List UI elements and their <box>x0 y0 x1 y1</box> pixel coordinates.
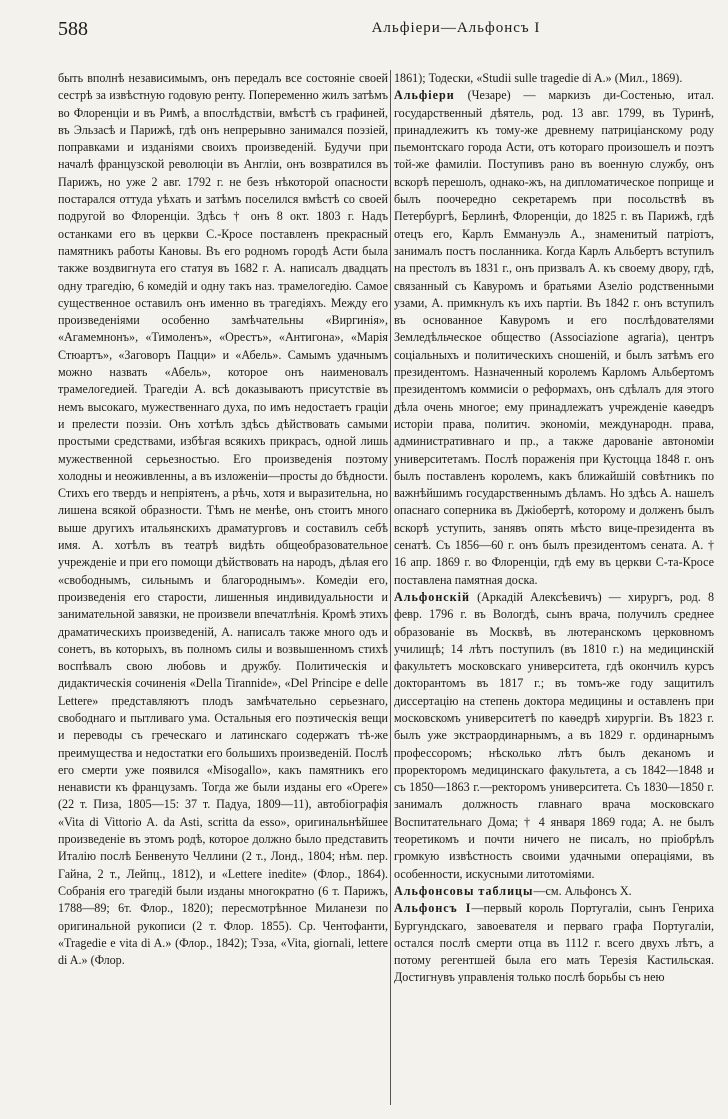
entry-body: —первый король Португаліи, сынъ Генриха Бургундскаго, завоевателя и перваго графа Португаліи, остался послѣ смерти отца въ 1112 г. всего двухъ лѣтъ, а потому регентшей была его мать Терезія Кастильская. Достигнувъ управленія только послѣ борьбы съ нею <box>394 901 714 985</box>
entry-body: (Аркадій Алексѣевичъ) — хирургъ, род. 8 февр. 1796 г. въ Вологдѣ, сынъ врача, получилъ среднее образованіе въ Москвѣ, въ лютеранскомъ церковномъ училищѣ; 14 лѣтъ поступилъ (въ 1810 г.) на медицинскій факультетъ московскаго университета, гдѣ окончилъ курсъ докторантомъ въ 1817 г.; въ томъ-же году защитилъ диссертацію на степень доктора медицины и оставленъ при московскомъ университетѣ по каѳедрѣ хирургіи. Въ 1823 г. былъ уже экстраординарнымъ, а въ 1829 г. ординарнымъ профессоромъ; нѣсколько лѣтъ былъ деканомъ и проректоромъ медицинскаго факультета, а съ 1842—1848 и съ 1850—1863 г.—ректоромъ университета. Съ 1830—1850 г. занималъ должность главнаго врача московскаго Воспитательнаго Дома; † 4 января 1869 года; А. не былъ теоретикомъ и почти ничего не писалъ, но пріобрѣлъ громкую извѣстность своими удачными операціями, въ особенности, искусными литотоміями. <box>394 589 714 881</box>
entry-alfieri-cesare <box>394 87 714 589</box>
left-column-text: быть вполнѣ независимымъ, онъ передалъ все состояніе своей сестрѣ за извѣстную годовую ренту. Попеременно жилъ затѣмъ во Флоренціи и въ Римѣ, а впослѣдствіи, вмѣстѣ съ графиней, въ Эльзасѣ и Парижѣ, гдѣ онъ непрерывно занимался поэзіей, поправками и изданіями своихъ произведеній. Будучи при началѣ французской революціи въ Англіи, онъ возвратился въ Парижъ, но уже 2 авг. 1792 г. не безъ нѣкоторой опасности постарался оттуда уѣхать и затѣмъ поселился вмѣстѣ со своей подругой во Флоренціи. Здѣсь † онъ 8 окт. 1803 г. Надъ останками его въ церкви С.-Кросе поставленъ прекрасный памятникъ работы Кановы. Въ его родномъ городѣ Асти была также воздвигнута его статуя въ 1682 г. А. написалъ двадцать одну трагедію, 6 комедій и одну такъ наз. трамелогедію. Самое существенное оставилъ онъ именно въ трагедіяхъ. Между его произведеніями особенно замѣчательны «Виргинія», «Агамемнонъ», «Тимоленъ», «Орестъ», «Антигона», «Марія Стюартъ», «Заговоръ Пацци» и «Абель». Самымъ удачнымъ можно назвать «Абель», которое онъ наименовалъ трамелогедией. Трагедіи А. всѣ доказываютъ присутствіе въ немъ высокаго, мужественнаго духа, по имъ недостаетъ граціи и прелести поэзіи. Онъ хотѣлъ здѣсь дѣйствовать самыми простыми средствами, избѣгая всякихъ прикрасъ, одной лишь мужественной серьезностью. Его произведенія поэтому холодны и неоживленны, а въ изложеніи—просты до бѣдности. Стихъ его твердъ и непріятенъ, а рѣчь, хотя и выразительна, но лишена всякой образности. Тѣмъ не менѣе, онъ стоитъ много выше другихъ итальянскихъ драматурговъ и составилъ себѣ имя. А. хотѣлъ въ театрѣ видѣть общеобразовательное учрежденіе и при его помощи дѣйствовать на народъ, дѣлая его «свободнымъ, сильнымъ и благороднымъ». Комедіи его, произведенія его старости, лишенныя индивидуальности и занимательной завязки, не произвели впечатлѣнія. Кромѣ этихъ драматическихъ произведеній, А. написалъ также много одъ и сонетъ, въ которыхъ, въ полномъ силы и возвышенномъ стихѣ воспѣвалъ свою любовь и дружбу. Политическія и дидактическія сочиненія «Della Tirannide», «Del Principe e delle Lettere» представляютъ плодъ замѣчательно серьезнаго, свободнаго и пытливаго ума. Остальныя его поэтическія вещи и переводы съ греческаго и латинскаго содержатъ тѣ-же преимущества и недостатки его большихъ произведеній. Послѣ его смерти уже появился «Misogallo», какъ памятникъ его ненависти къ французамъ. Тогда же были изданы его «Opere» (22 т. Пиза, 1805—15: 37 т. Падуа, 1809—11), автобіографія «Vita di Vittorio A. da Asti, scritta da esso», оригинальнѣйшее произведеніе въ этомъ родѣ, которое должно было представить Италію послѣ Бенвенуто Челлини (2 т., Лонд., 1804; нѣм. пер. Гайна, 2 т., Лейпц., 1812), и «Lettere inedite» (Флор., 1864). Собранія его трагедій были изданы многократно (6 т. Парижъ, 1788—89; 6т. Флор., 1820); пересмотрѣнное Миланези по оригинальной рукописи (2 т. Флор. 1855). Ср. Чентофанти, «Tragedie e vita di A.» (Флор., 1842); Тэза, «Vita, giornali, lettere di A.» (Флор. <box>58 71 388 968</box>
page-number: 588 <box>58 18 88 40</box>
entry-headword: Альфіери <box>394 88 455 103</box>
column-divider <box>390 70 391 1105</box>
right-column-intro: 1861); Тодески, «Studii sulle tragedie di A.» (Мил., 1869). <box>394 71 683 85</box>
entry-afonso-i <box>394 900 714 986</box>
left-column <box>58 70 388 1110</box>
entry-alfonsky <box>394 589 714 883</box>
entry-headword: Альфонсовы таблицы <box>394 883 534 898</box>
entry-body: —см. Альфонсъ X. <box>533 883 632 898</box>
running-head: Альфіери—Альфонсъ I <box>371 20 541 36</box>
entry-headword: Альфонскій <box>394 589 470 604</box>
right-column <box>394 70 714 1110</box>
page-header <box>58 18 694 48</box>
entry-alfonsine-tables <box>394 883 714 900</box>
entry-body: (Чезаре) — маркизъ ди-Состенью, итал. государственный дѣятель, род. 13 авг. 1799, въ Туринѣ, принадлежитъ къ тому-же древнему патриціанскому роду пьемонтскаго города Асти, отъ котораго произошелъ и поэтъ той-же фамиліи. Поступивъ рано въ военную службу, онъ вскорѣ перешолъ, однако-жъ, на дипломатическое поприще и былъ поочередно секретаремъ при посольствѣ въ Петербургѣ, Берлинѣ, Флоренціи, до 1825 г. въ Парижѣ, гдѣ отецъ его, Карлъ Еммануэль А., знаменитый патріотъ, занималъ постъ посланника. Когда Карлъ Альбертъ вступилъ на престолъ въ 1831 г., онъ призвалъ А. къ своему двору, гдѣ, связанный съ Кавуромъ и братьями Азеліо родственными узами, А. примкнулъ къ ихъ партіи. Въ 1842 г. онъ вступилъ въ основанное Кавуромъ и его послѣдователями Земледѣльческое общество (Associazione agraria), центръ соціальныхъ и политическихъ сношеній, и былъ затѣмъ его президентомъ. Назначенный королемъ Карломъ Альбертомъ президентомъ коммисіи о реформахъ, онъ сдѣлалъ для этого дѣла очень многое; ему принадлежатъ учрежденіе каѳедръ исторіи права, политич. экономіи, международн. права, административнаго и пр., а также дарованіе автономіи университетамъ. Послѣ пораженія при Кустоцца 1848 г. онъ былъ поставленъ королемъ, какъ ближайшій совѣтникъ по важнѣйшимъ государственнымъ дѣламъ. Но здѣсь А. нашелъ опаснаго соперника въ Джіобертѣ, которому и долженъ былъ вскорѣ уступить, занявъ опять мѣсто вице-президента въ сенатѣ. Съ 1856—60 г. онъ былъ президентомъ сената. А. † 16 апр. 1869 г. во Флоренціи, гдѣ ему въ церкви С-та-Кросе поставлена памятная доска. <box>394 88 714 587</box>
entry-headword: Альфонсъ I <box>394 901 472 916</box>
